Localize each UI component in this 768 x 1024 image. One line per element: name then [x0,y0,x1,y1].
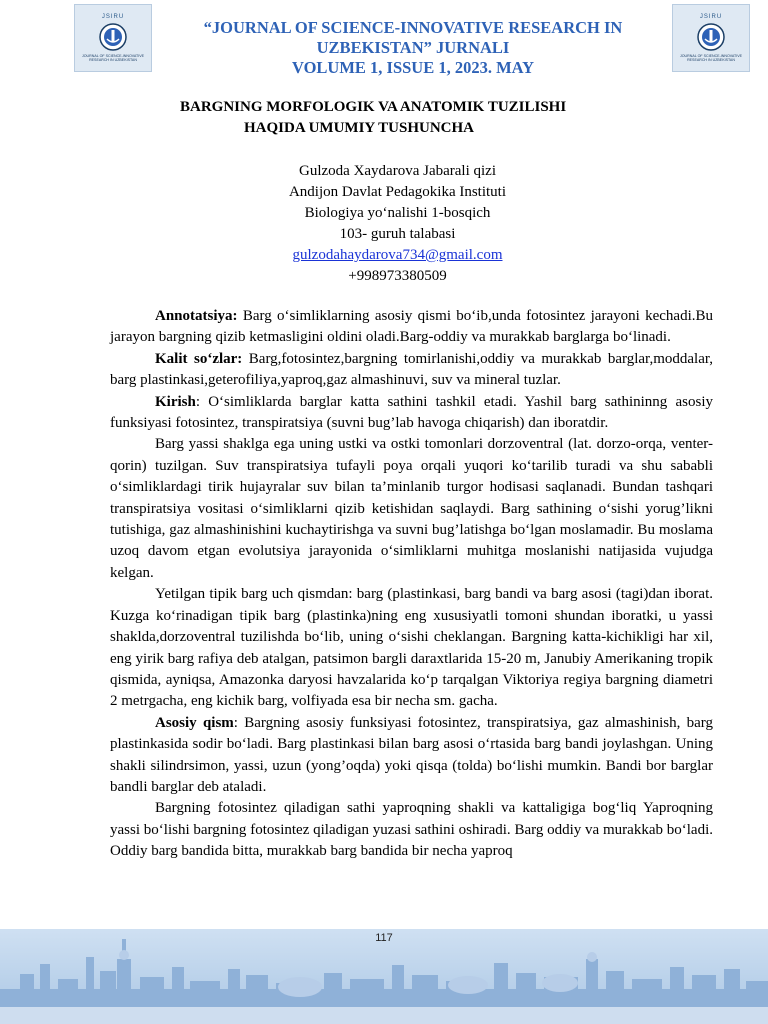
paragraph-text: Barg o‘simliklarning asosiy qismi bo‘ib,unda fotosintez jarayoni kechadi.Bu jarayon bargning qizib ketmasligini oldini oladi.Barg-oddiy va murakkab barglarga bo‘linadi. [110,308,713,346]
paragraph-text: : Bargning asosiy funksiyasi fotosintez, transpiratsiya, gaz almashinish, barg plastinkasida sodir bo‘ladi. Barg plastinkasi bilan barg asosi o‘rtasida barg bandi joylashgan. Uning shakli silindrsimon, yassi, uzun (yong’oqda) yoki qisqa (tolda) bo‘lishi mumkin. Bandi bor barglar bandli barglar deb ataladi. [110,714,713,795]
article-title-line1: BARGNING MORFOLOGIK VA ANATOMIK TUZILISHI [180,99,567,115]
author-block [160,161,635,287]
author-phone: +998973380509 [348,268,447,284]
paragraph-annotation [110,306,713,349]
logo-abbr: JSIRU [101,14,125,20]
journal-logo-right [672,4,750,72]
journal-header [160,18,666,78]
paragraph-text: Bargning fotosintez qiladigan sathi yaproqning shakli va kattaligiga bog‘liq Yaproqning yassi bo‘lishi bargning fotosintez qiladigan yuzasi sathini oshiradi. Barg oddiy va murakkab bo‘ladi. Oddiy barg bandida bitta, murakkab barg bandida bir necha yaproq [110,800,713,860]
logo-caption: JOURNAL OF SCIENCE-INNOVATIVE RESEARCH IN UZBEKISTAN [679,54,743,62]
author-name: Gulzoda Xaydarova Jabarali qizi [299,163,496,179]
paragraph-label: Kalit so‘zlar: [155,350,243,367]
page-footer [0,929,768,1024]
logo-abbr: JSIRU [699,14,723,20]
author-program: Biologiya yo‘nalishi 1-bosqich [304,205,491,221]
paragraph-body [110,798,713,862]
article-title [180,97,660,139]
logo-caption: JOURNAL OF SCIENCE-INNOVATIVE RESEARCH IN UZBEKISTAN [81,54,145,62]
journal-title-line2: UZBEKISTAN” JURNALI [316,38,510,57]
paragraph-label: Annotatsiya: [155,308,238,324]
paragraph-main-part [110,713,713,799]
paragraph-body [110,434,713,584]
article-body [110,306,713,863]
paragraph-label: Asosiy qism [155,714,234,731]
paragraph-text: : O‘simliklarda barglar katta sathini tashkil etadi. Yashil barg sathininng asosiy funksiyasi fotosintez, transpiratsiya (suvni bug’lab havoga chiqarish) dan iboratdir. [110,393,713,432]
paragraph-text: Barg,fotosintez,bargning tomirlanishi,oddiy va murakkab barglar,moddalar, barg plastinkasi,geterofiliya,yaproq,gaz almashinuvi, suv va mineral tuzlar. [110,350,713,389]
author-institute: Andijon Davlat Pedagokika Instituti [288,184,507,200]
journal-title-line1: “JOURNAL OF SCIENCE-INNOVATIVE RESEARCH IN [203,18,623,37]
paragraph-label: Kirish [155,393,196,410]
page-number: 117 [375,932,393,944]
journal-volume-line: VOLUME 1, ISSUE 1, 2023. MAY [291,58,534,77]
journal-logo-left [74,4,152,72]
author-email-link[interactable]: gulzodahaydarova734@gmail.com [292,247,503,263]
paragraph-keywords [110,349,713,392]
journal-logo-icon [98,22,128,52]
paragraph-introduction [110,392,713,435]
paragraph-text: Barg yassi shaklga ega uning ustki va ostki tomonlari dorzoventral (lat. dorzo-orqa, venter-qorin) tuzilgan. Suv transpiratsiya tufayli poya orqali yuqori ko‘tarilib turadi va shu sababli o‘simliklardagi tirik hujayralar suv bilan ta’minlanib turgor hodisasi saqlanadi. Bundan tashqari transpiratsiya vositasi o‘simliklarni qizib ketishidan saqlaydi. Barg sathining o‘sishi yorug’likni tutishiga, gaz almashinishini kuchaytirishga va suvni bug’latishga bo‘lgan moslamadir. Bu moslama uzoq davom etgan evolutsiya jarayonida o‘simliklarni muhitga moslanishi natijasida vujudga kelgan. [110,436,713,581]
paragraph-text: Yetilgan tipik barg uch qismdan: barg (plastinkasi, barg bandi va barg asosi (tagi)dan iborat. Kuzga ko‘rinadigan tipik barg (plastinka)ning eng xususiyatli tomoni shundan iboratki, u yassi shaklda,dorzoventral tuzilishda bo‘lib, uning o‘sishi cheklangan. Bargning katta-kichikligi har xil, eng yirik barg rafiya deb atalgan, patsimon bargli daraxtlarida 15-20 m, Janubiy Amerikaning tropik qismida, ayniqsa, Amazonka daryosi havzalarida ko‘p tarqalgan Viktoriya regiya bargning diametri 2 metrgacha, eng kichik barg, volfiyada esa bir necha sm. gacha. [110,586,713,710]
paragraph-body [110,584,713,712]
journal-logo-icon [696,22,726,52]
article-title-line2: HAQIDA UMUMIY TUSHUNCHA [244,120,475,136]
author-group: 103- guruh talabasi [339,226,456,242]
